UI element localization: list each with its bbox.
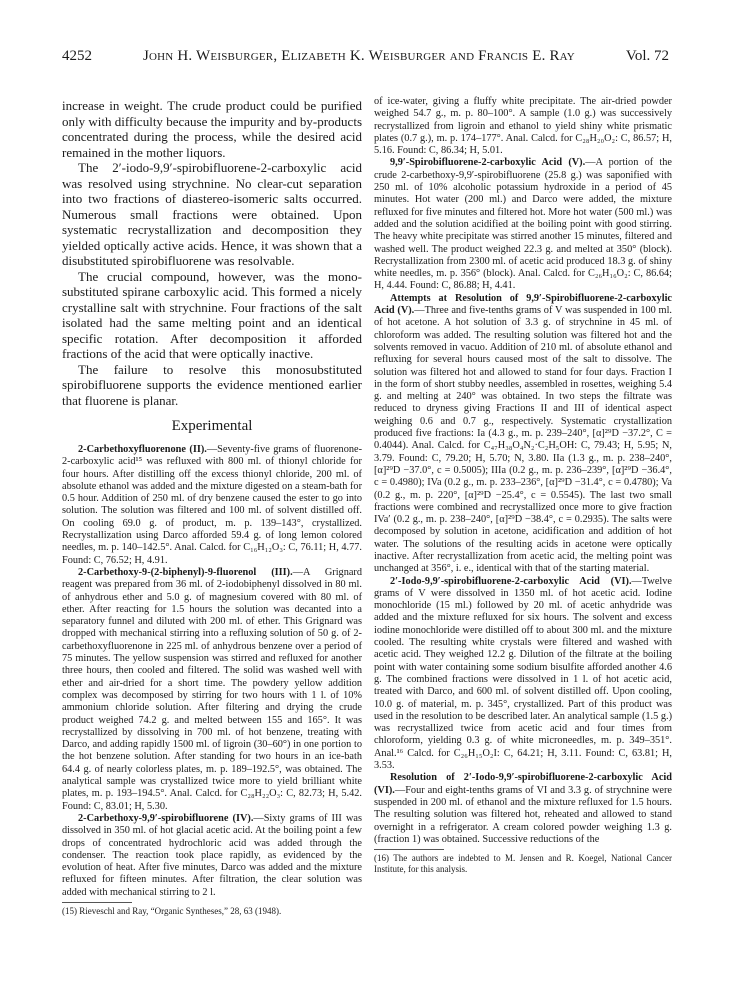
procedure-body: —Seventy-five grams of fluorenone-2-carboxylic acid¹⁵ was refluxed with 800 ml. of thionyl chloride for four hours. After distilling off the excess thionyl chloride, 200 ml. of absolute ethanol was added and the mixture digested on a steam-bath for 0.5 hour. Addition of 250 ml. of dry benzene caused the ester to go into solution. The solution was filtered and 100 ml. of solvent distilled off. On cooling 69.0 g. of product, m. p. 139–143°, crystallized. Recrystallization using Darco afforded 59.4 g. of long lemon colored needles, m. p. 140–142.5°. Anal. Calcd. for C₁₆H₁₂O₃: C, 76.11; H, 4.77. Found: C, 76.52; H, 4.91. bbox=[62, 444, 362, 566]
section-heading: Experimental bbox=[171, 418, 253, 434]
procedure-paragraph bbox=[374, 576, 672, 773]
procedure-paragraph: of ice-water, giving a fluffy white precipitate. The air-dried powder weighed 54.7 g., m. p. 80–100°. A sample (1.0 g.) was successively recrystallized from ligroin and ethanol to yield shiny white prismatic plates (0.7 g.), m. p. 174–177°. Anal. Calcd. for C₂₈H₂₀O₂: C, 86.57; H, 5.16. Found: C, 86.34; H, 5.01. bbox=[374, 96, 672, 157]
procedure-body: —Sixty grams of III was dissolved in 350 ml. of hot glacial acetic acid. At the boiling point a few drops of concentrated hydrochloric acid was added through the condenser. The reaction took place rapidly, as evidenced by the evolution of heat. After five minutes, Darco was added and the mixture refluxed for fifteen minutes. After filtration, the clear solution was added with mechanical stirring to 2 l. bbox=[62, 812, 362, 898]
compound-heading: Resolution of 2′-Iodo-9,9′-spirobifluorene-2-carboxylic Acid (VI). bbox=[374, 772, 672, 796]
compound-heading: 9,9′-Spirobifluorene-2-carboxylic Acid (V). bbox=[390, 157, 586, 169]
discussion-text bbox=[62, 98, 362, 408]
procedure-body: —A portion of the crude 2-carbethoxy-9,9′-spirobifluorene (25.8 g.) was saponified with 250 ml. of 10% alcoholic potassium hydroxide in a period of 45 minutes. Hot water (200 ml.) and Darco were added, the mixture refluxed for five minutes and filtered hot. More hot water (500 ml.) was added and the solution acidified at the boiling point with good stirring. The heavy white precipitate was stirred another 15 minutes, filtered and washed well. The product weighed 22.3 g. and melted at 350° (block). Recrystallization from 2300 ml. of acetic acid produced 18.3 g. of shiny white needles, m. p. 356° (block). Anal. Calcd. for C₂₆H₁₆O₂: C, 86.64; H, 4.44. Found: C, 86.88; H, 4.41. bbox=[374, 157, 672, 292]
footnote: (15) Rieveschl and Ray, “Organic Syntheses,” 28, 63 (1948). bbox=[62, 905, 282, 916]
compound-heading: 2-Carbethoxy-9-(2-biphenyl)-9-fluorenol (III). bbox=[78, 566, 293, 578]
procedure-paragraph bbox=[374, 293, 672, 576]
compound-heading: 2-Carbethoxyfluorenone (II). bbox=[78, 444, 207, 455]
compound-heading: 2-Carbethoxy-9,9′-spirobifluorene (IV). bbox=[78, 812, 254, 824]
procedure-body: —Four and eight-tenths grams of VI and 3.3 g. of strychnine were suspended in 200 ml. of ethanol and the mixture refluxed for 1.5 hours. The resulting solution was filtered hot, reheated and allowed to stand overnight in a refrigerator. A cream colored powder weighing 1.3 g. (fraction 1) was obtained. Successive reductions of the bbox=[374, 784, 672, 845]
procedure-body: —Twelve grams of V were dissolved in 1350 ml. of hot acetic acid. Iodine monochloride (15 ml.) followed by 20 ml. of acetic anhydride was added and the mixture refluxed for six hours. The solvent and excess iodine monochloride were distilled off to about 300 ml. and the mixture cooled. The resulting white crystals were filtered and washed with acetic acid. They weighed 12.2 g. Dilution of the filtrate at the boiling point with water containing some sodium bisulfite afforded another 4.6 g. The combined fractions were dissolved in 1 l. of hot acetic acid, treated with Darco, and 600 ml. of solvent distilled off. Upon cooling, 10.0 g. of material, m. p. 345°, crystallized. Part of this product was used in the resolution to be described later. An analytical sample (1.5 g.) was recrystallized twice from acetic acid and four times from chloroform, yielding 0.3 g. of white microneedles, m. p. 349–351°. Anal.¹⁶ Calcd. for C₂₆H₁₅O₂I: C, 64.21; H, 3.11. Found: C, 63.81; H, 3.53. bbox=[374, 575, 672, 772]
procedure-paragraph bbox=[374, 772, 672, 846]
paragraph: The failure to resolve this monosubstituted spirobifluorene supports the evidence mentioned earlier that fluorene is planar. bbox=[62, 361, 362, 408]
author-line: John H. Weisburger, Elizabeth K. Weisburger and Francis E. Ray bbox=[142, 48, 575, 64]
procedure-paragraph bbox=[62, 444, 362, 567]
compound-heading: Attempts at Resolution of 9,9′-Spirobifluorene-2-carboxylic Acid (V). bbox=[374, 292, 672, 317]
procedure-paragraph bbox=[374, 157, 672, 292]
paragraph: The 2′-iodo-9,9′-spirobifluorene-2-carboxylic acid was resolved using strychnine. No clear-cut separation into two fractions of diastereo-isomeric salts occurred. Numerous small fractions were obtained. Upon systematic recrystallization and decomposition they yielded optically active acids. Hence, it was shown that a disubstituted spirobifluorene was resolvable. bbox=[62, 160, 362, 268]
running-header bbox=[62, 48, 669, 72]
experimental-text bbox=[62, 444, 362, 917]
footnote-rule bbox=[62, 902, 132, 903]
procedure-paragraph bbox=[62, 813, 362, 899]
paragraph: increase in weight. The crude product could be purified only with difficulty because the impurity and by-products concentrated during the process, while the desired acid remained in the mother liquors. bbox=[62, 98, 362, 160]
compound-heading: 2′-Iodo-9,9′-spirobifluorene-2-carboxylic Acid (VI). bbox=[390, 575, 632, 587]
paragraph: The crucial compound, however, was the mono-substituted spirane carboxylic acid. This formed a nicely crystalline salt with strychnine. Four fractions of the salt isolated had the same melting point and an identical specific rotation. After decomposition it afforded fractions of the acid that were optically inactive. bbox=[62, 268, 362, 361]
footnote: (16) The authors are indebted to M. Jensen and R. Koegel, National Cancer Institute, for this analysis. bbox=[374, 853, 672, 875]
volume-label: Vol. 72 bbox=[625, 48, 669, 64]
procedure-body: —A Grignard reagent was prepared from 36 ml. of 2-iodobiphenyl dissolved in 80 ml. of anhydrous ether and 5.0 g. of magnesium covered with 80 ml. of ether. After reacting for 1.5 hours the solution was decanted into a separatory funnel and diluted with 200 ml. of ether. This Grignard was dropped with mechanical stirring into a refluxing solution of 50 g. of 2-carbethoxyfluorenone in 225 ml. of anhydrous benzene over a period of 75 minutes. The yellow suspension was stirred and refluxed for another three hours, then cooled and filtered. The solid was washed well with ether and air-dried for a short time. The powdery yellow addition complex was decomposed by stirring for two hours with 1 l. of 10% ammonium chloride solution. After filtering and drying the crude product weighed 74.2 g. and melted between 155 and 165°. It was recrystallized by dissolving in 700 ml. of hot benzene, treating with Darco, and adding rapidly 1500 ml. of ligroin (30–60°) in one portion to the hot benzene solution. After standing for two hours in an ice-bath 64.4 g. of nearly colorless plates, m. p. 189–192.5°, was obtained. The analytical sample was crystallized twice more to yield brilliant white plates, m. p. 193–194.5°. Anal. Calcd. for C₂₈H₂₂O₃: C, 82.73; H, 5.42. Found: C, 83.01; H, 5.30. bbox=[62, 566, 362, 812]
procedure-body: —Three and five-tenths grams of V was suspended in 100 ml. of hot acetone. A hot solution of 3.3 g. of strychnine in 45 ml. of chloroform was added. The resulting solution was filtered hot and the solvents removed in vacuo. Addition of 210 ml. of absolute ethanol and refluxing for several hours caused most of the salt to dissolve. The solution was filtered hot and allowed to stand for four days. Fraction I in the form of short stubby needles, assembled in rosettes, weighing 5.4 g. and melting at 240° was obtained. In two steps the filtrate was reduced to dryness giving Fractions II and III of identical aspect weighing 0.6 and 0.7 g., respectively. Systematic crystallization produced five fractions: Ia (4.3 g., m. p. 239–240°, [α]²⁹D −37.2°, C = 0.4044). Anal. Calcd. for C₄₇H₃₈O₄N₂·C₂H₅OH: C, 79.43; H, 5.95; N, 3.79. Found: C, 79.20; H, 5.70; N, 3.80. IIa (1.3 g., m. p. 238–240°, [α]²⁹D −37.0°, c = 0.5005); IIIa (0.2 g., m. p. 236–239°, [α]²⁹D −36.4°, c = 0.4980); IVa (0.2 g., m. p. 233–236°, [α]²⁹D −31.4°, c = 0.4780); Va (0.2 g., m. p. 220°, [α]²⁹D −25.4°, c = 0.5545). The last two small fractions were combined and recrystallized once more to give fraction IVa′ (0.2 g., m. p. 238–240°, [α]²⁹D −38.4°, c = 0.2935). The salts were decomposed by solution in acetone, acidification and addition of hot water. The solutions of the resulting acids in acetone were optically inactive. After recrystallization from acetic acid, the melting point was unchanged at 356°, i. e., identical with that of the starting material. bbox=[374, 305, 673, 575]
page-number: 4252 bbox=[62, 48, 92, 64]
procedure-paragraph bbox=[62, 567, 362, 813]
left-column bbox=[62, 98, 362, 917]
footnote-rule bbox=[374, 849, 444, 850]
right-column bbox=[374, 96, 672, 875]
